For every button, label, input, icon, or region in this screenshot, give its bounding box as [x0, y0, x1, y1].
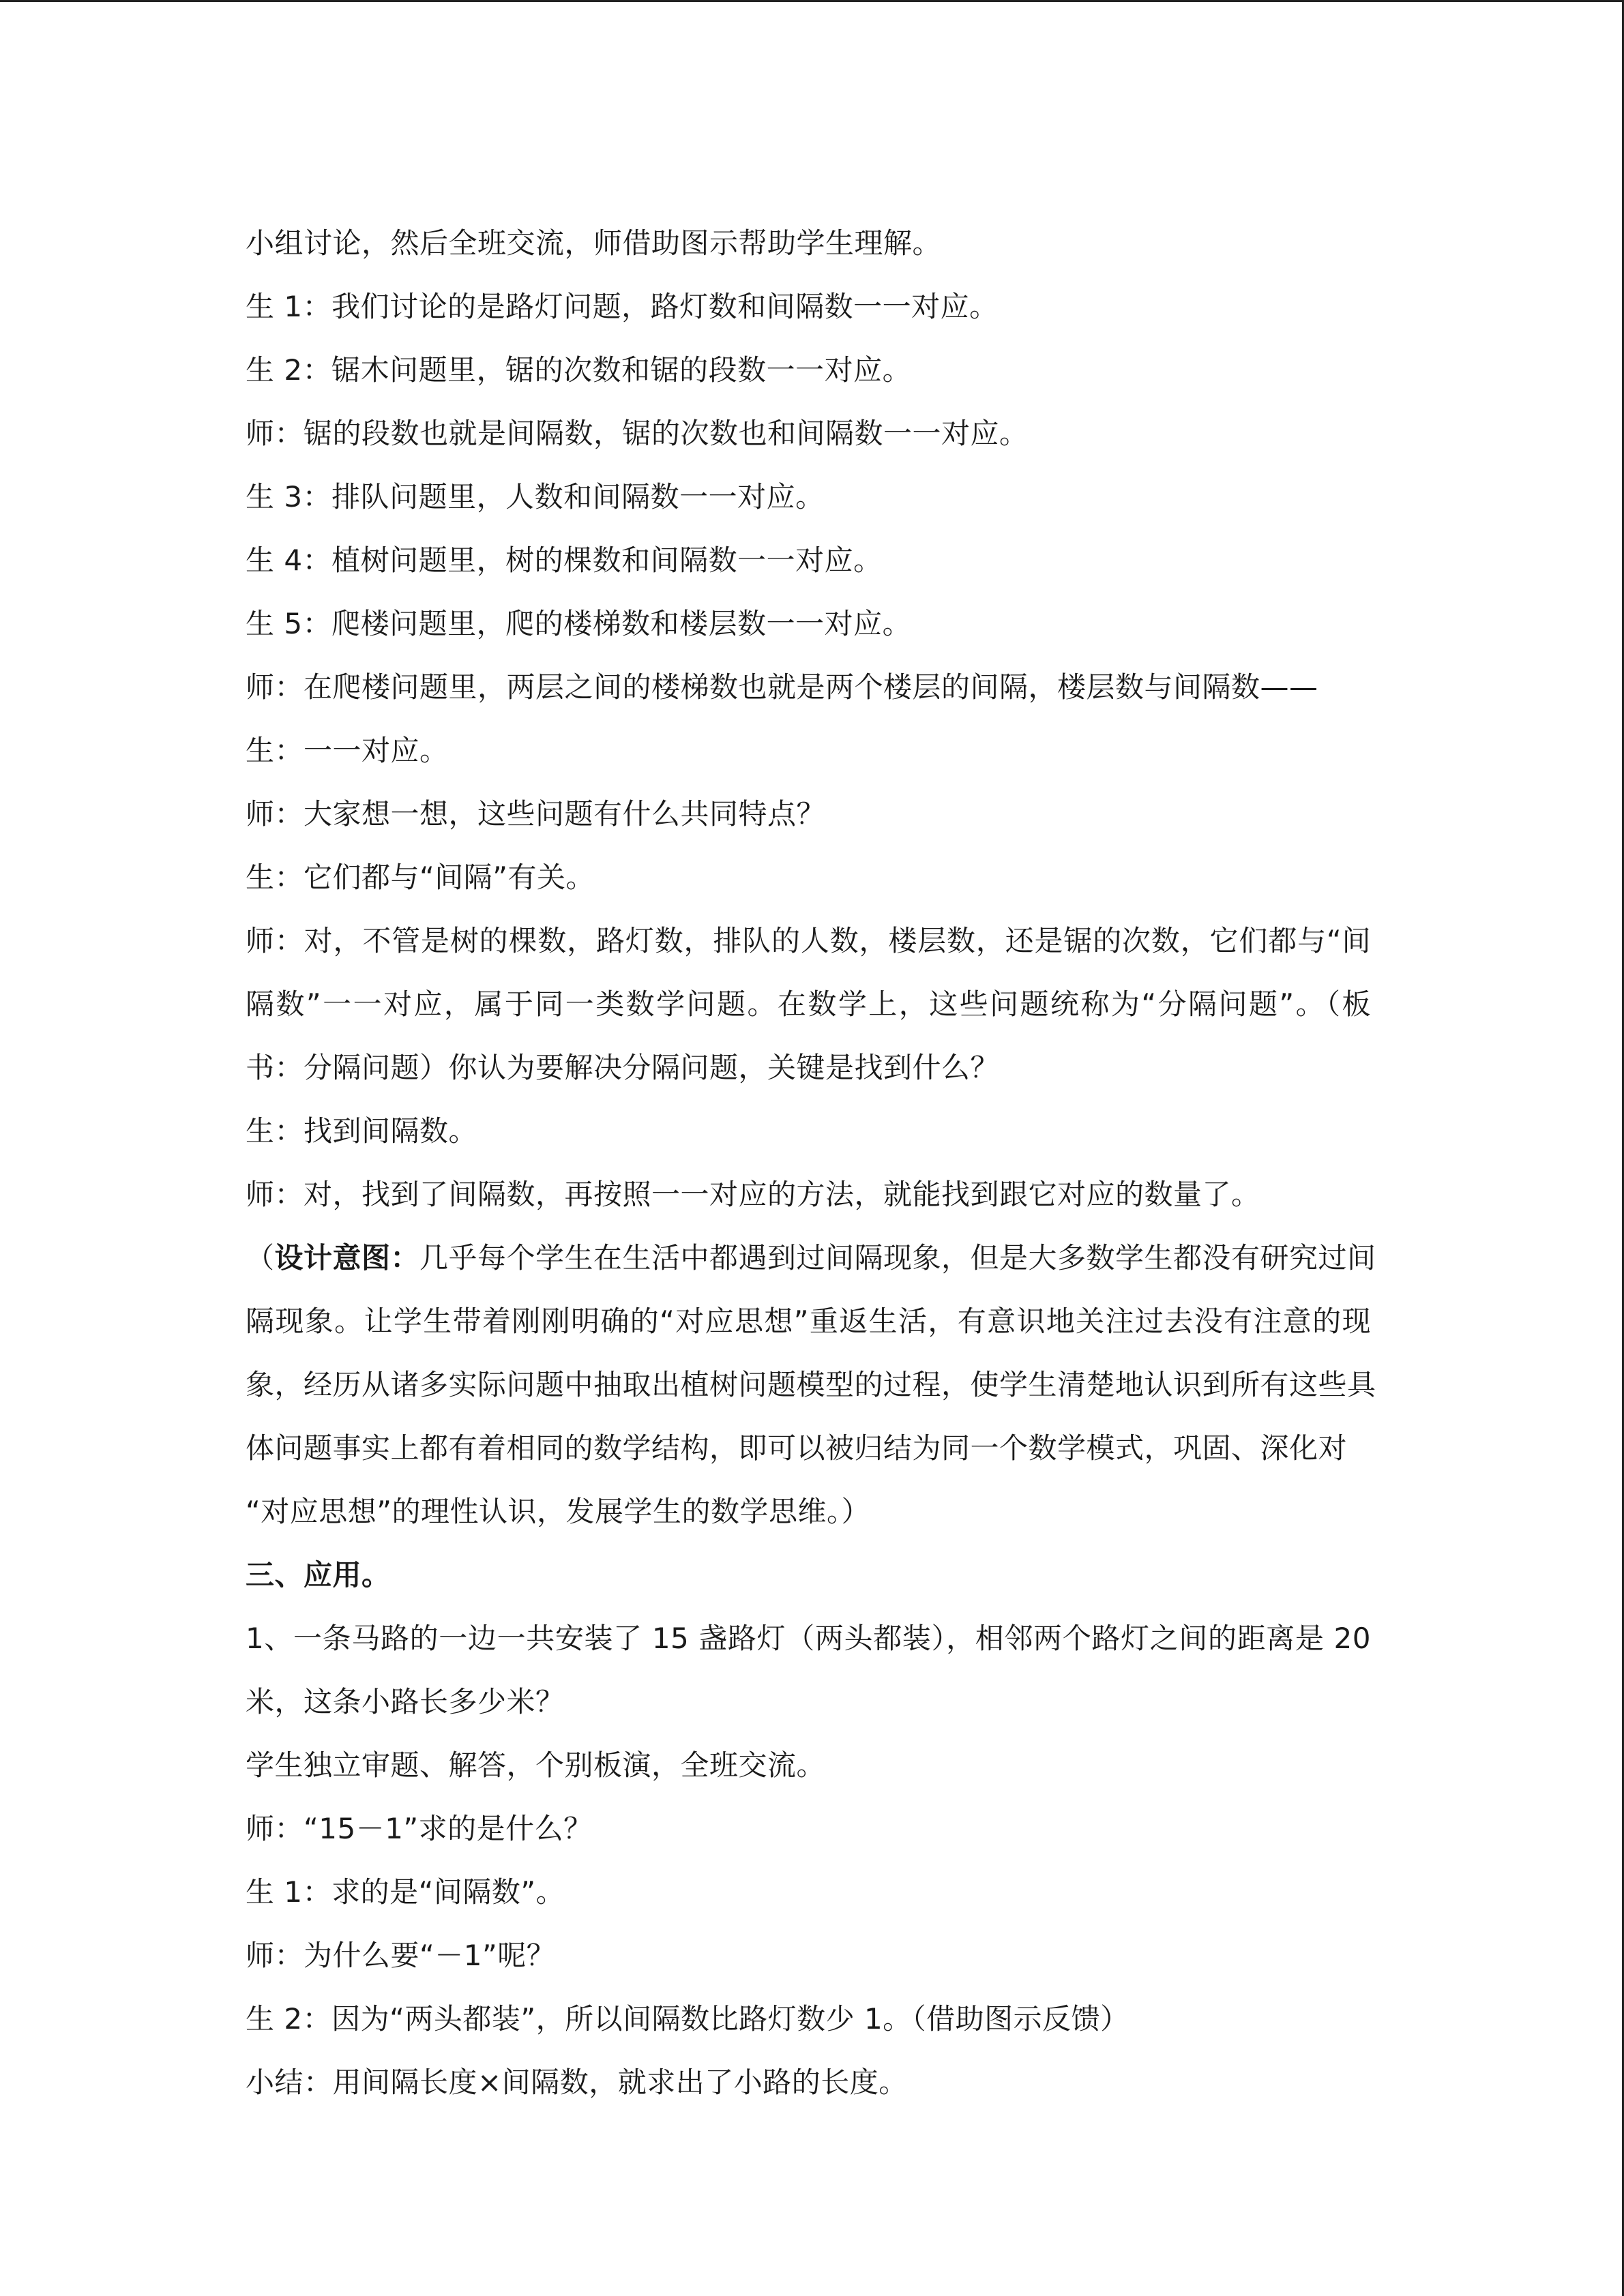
application-line: 师：为什么要“－1”呢？	[246, 1939, 556, 1972]
text-line: 师：锯的段数也就是间隔数，锯的次数也和间隔数一一对应。	[246, 417, 1029, 450]
design-intent-line: 隔现象。让学生带着刚刚明确的“对应思想”重返生活，有意识地关注过去没有注意的现	[246, 1304, 1371, 1338]
page-top-border	[0, 0, 1624, 2]
text-line: 生：它们都与“间隔”有关。	[246, 861, 595, 894]
application-line: 小结：用间隔长度×间隔数，就求出了小路的长度。	[246, 2066, 908, 2099]
design-intent-first-line	[246, 1226, 1376, 1289]
text-line: 生：一一对应。	[246, 734, 449, 767]
text-line: 师：在爬楼问题里，两层之间的楼梯数也就是两个楼层的间隔，楼层数与间隔数——	[246, 670, 1318, 704]
design-intent-text: 几乎每个学生在生活中都遇到过间隔现象，但是大多数学生都没有研究过间	[419, 1241, 1376, 1274]
application-line: 师：“15－1”求的是什么？	[246, 1812, 593, 1845]
text-line: 生 1：我们讨论的是路灯问题，路灯数和间隔数一一对应。	[246, 290, 999, 323]
text-line: 生 5：爬楼问题里，爬的楼梯数和楼层数一一对应。	[246, 607, 912, 640]
text-line: 师：对，不管是树的棵数，路灯数，排队的人数，楼层数，还是锯的次数，它们都与“间	[246, 924, 1371, 957]
application-line: 学生独立审题、解答，个别板演，全班交流。	[246, 1748, 826, 1782]
text-line: 生：找到间隔数。	[246, 1114, 478, 1148]
design-intent-line: 象，经历从诸多实际问题中抽取出植树问题模型的过程，使学生清楚地认识到所有这些具	[246, 1368, 1376, 1401]
text-line: 师：大家想一想，这些问题有什么共同特点？	[246, 797, 826, 831]
text-line: 生 2：锯木问题里，锯的次数和锯的段数一一对应。	[246, 353, 912, 387]
application-line: 米，这条小路长多少米？	[246, 1685, 565, 1718]
design-intent-open-paren: （	[246, 1241, 275, 1274]
text-line: 生 3：排队问题里，人数和间隔数一一对应。	[246, 480, 825, 513]
application-line: 1、一条马路的一边一共安装了 15 盏路灯（两头都装），相邻两个路灯之间的距离是 20	[246, 1622, 1371, 1655]
text-line: 生 4：植树问题里，树的棵数和间隔数一一对应。	[246, 543, 883, 577]
text-line: 小组讨论，然后全班交流，师借助图示帮助学生理解。	[246, 226, 942, 260]
application-line: 生 1：求的是“间隔数”。	[246, 1875, 565, 1909]
document-body	[246, 211, 1376, 2114]
text-line: 师：对，找到了间隔数，再按照一一对应的方法，就能找到跟它对应的数量了。	[246, 1178, 1260, 1211]
design-intent-label: 设计意图：	[274, 1241, 420, 1274]
section-heading: 三、应用。	[246, 1558, 391, 1592]
design-intent-line: 体问题事实上都有着相同的数学结构，即可以被归结为同一个数学模式，巩固、深化对	[246, 1431, 1348, 1465]
text-line: 隔数”一一对应，属于同一类数学问题。在数学上，这些问题统称为“分隔问题”。（板	[246, 987, 1371, 1021]
text-line: 书：分隔问题）你认为要解决分隔问题，关键是找到什么？	[246, 1051, 1000, 1084]
design-intent-line: “对应思想”的理性认识，发展学生的数学思维。）	[246, 1495, 871, 1528]
application-line: 生 2：因为“两头都装”，所以间隔数比路灯数少 1。（借助图示反馈）	[246, 2002, 1130, 2036]
